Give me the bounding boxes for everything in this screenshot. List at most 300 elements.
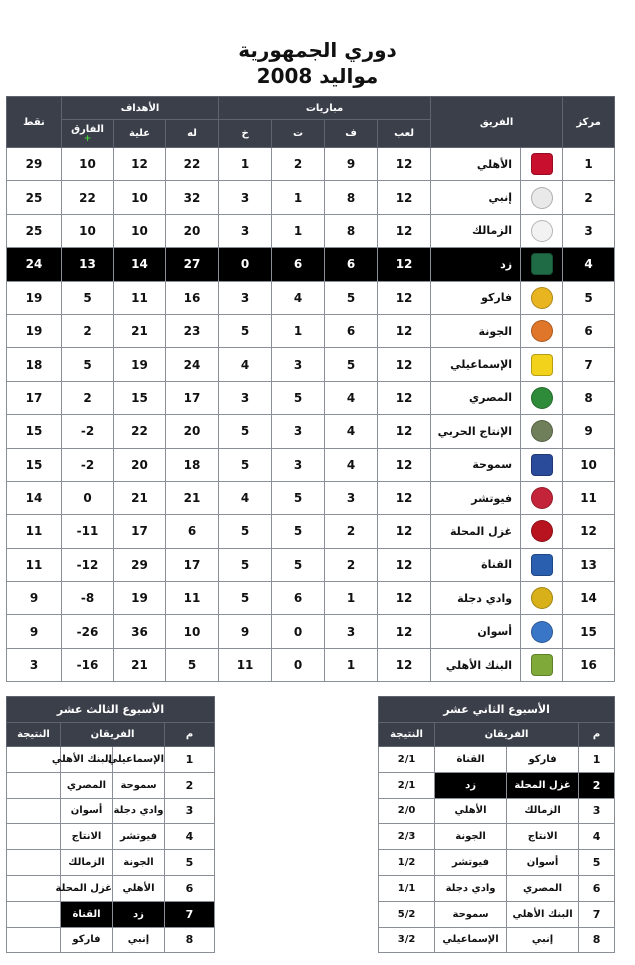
match-result: 2/0 <box>379 798 435 824</box>
points-cell: 15 <box>7 448 62 481</box>
match-number: 4 <box>579 824 615 850</box>
logo-cell <box>521 615 563 648</box>
plus-icon: + <box>83 134 92 144</box>
home-team: زد <box>113 901 165 927</box>
week12-title: الأسبوع الثاني عشر <box>379 697 615 723</box>
match-row <box>379 772 615 798</box>
match-row <box>379 927 615 953</box>
table-row <box>7 648 615 681</box>
team-name: الأهلي <box>431 148 521 181</box>
away-team: فاركو <box>61 927 113 953</box>
played-cell: 12 <box>378 381 431 414</box>
points-cell: 17 <box>7 381 62 414</box>
pharco-logo-icon <box>531 287 553 309</box>
goals-against-cell: 15 <box>114 381 166 414</box>
table-row <box>7 515 615 548</box>
points-cell: 11 <box>7 515 62 548</box>
match-number: 1 <box>165 747 215 773</box>
drawn-cell: 1 <box>272 214 325 247</box>
match-number: 6 <box>579 875 615 901</box>
header-matches: مباريات <box>219 97 431 120</box>
away-team: أسوان <box>61 798 113 824</box>
team-name: المصري <box>431 381 521 414</box>
rank-cell: 5 <box>563 281 615 314</box>
away-team: القناة <box>435 747 507 773</box>
logo-cell <box>521 648 563 681</box>
match-result <box>7 901 61 927</box>
logo-cell <box>521 248 563 281</box>
away-team: القناة <box>61 901 113 927</box>
goals-for-cell: 17 <box>166 381 219 414</box>
match-row <box>7 875 215 901</box>
header-team: الفريق <box>431 97 563 148</box>
home-team: فيوتشر <box>113 824 165 850</box>
won-cell: 6 <box>325 248 378 281</box>
home-team: إنبي <box>113 927 165 953</box>
logo-cell <box>521 348 563 381</box>
goals-for-cell: 5 <box>166 648 219 681</box>
team-name: فيوتشر <box>431 481 521 514</box>
rank-cell: 2 <box>563 181 615 214</box>
ahly-logo-icon <box>531 153 553 175</box>
home-team: إنبي <box>507 927 579 953</box>
home-team: المصري <box>507 875 579 901</box>
logo-cell <box>521 481 563 514</box>
goals-for-cell: 18 <box>166 448 219 481</box>
logo-cell <box>521 214 563 247</box>
points-cell: 25 <box>7 214 62 247</box>
match-row <box>379 747 615 773</box>
team-name: الإنتاج الحربي <box>431 415 521 448</box>
lost-cell: 0 <box>219 248 272 281</box>
away-team: الأهلي <box>435 798 507 824</box>
goals-for-cell: 32 <box>166 181 219 214</box>
away-team: الجونة <box>435 824 507 850</box>
lost-cell: 4 <box>219 348 272 381</box>
played-cell: 12 <box>378 314 431 347</box>
goal-diff-cell: 22 <box>62 181 114 214</box>
goals-for-cell: 20 <box>166 214 219 247</box>
away-team: الإسماعيلي <box>435 927 507 953</box>
drawn-cell: 3 <box>272 348 325 381</box>
goal-diff-cell: 0 <box>62 481 114 514</box>
goals-against-cell: 19 <box>114 348 166 381</box>
masry-logo-icon <box>531 387 553 409</box>
goal-diff-cell: 2 <box>62 381 114 414</box>
won-cell: 1 <box>325 582 378 615</box>
played-cell: 12 <box>378 348 431 381</box>
match-result: 1/2 <box>379 850 435 876</box>
goals-for-cell: 27 <box>166 248 219 281</box>
rank-cell: 15 <box>563 615 615 648</box>
week13-table <box>6 696 215 953</box>
goal-diff-cell: 2 <box>62 314 114 347</box>
match-row <box>379 798 615 824</box>
played-cell: 12 <box>378 481 431 514</box>
goals-for-cell: 23 <box>166 314 219 347</box>
match-number: 7 <box>579 901 615 927</box>
logo-cell <box>521 381 563 414</box>
goal-diff-cell: 10 <box>62 148 114 181</box>
goals-against-cell: 20 <box>114 448 166 481</box>
points-cell: 24 <box>7 248 62 281</box>
lost-cell: 5 <box>219 582 272 615</box>
match-row <box>7 824 215 850</box>
header-goals-against: علية <box>114 120 166 148</box>
drawn-cell: 0 <box>272 615 325 648</box>
match-row <box>379 901 615 927</box>
away-team: وادي دجلة <box>435 875 507 901</box>
goal-diff-cell: 13 <box>62 248 114 281</box>
match-row <box>7 772 215 798</box>
logo-cell <box>521 148 563 181</box>
table-row <box>7 314 615 347</box>
drawn-cell: 6 <box>272 582 325 615</box>
match-number: 8 <box>165 927 215 953</box>
week13-title: الأسبوع الثالث عشر <box>7 697 215 723</box>
header-drawn: ت <box>272 120 325 148</box>
match-row <box>379 850 615 876</box>
goals-for-cell: 11 <box>166 582 219 615</box>
table-row <box>7 281 615 314</box>
drawn-cell: 5 <box>272 515 325 548</box>
table-row <box>7 548 615 581</box>
week12-col-teams: الفريقان <box>435 723 579 747</box>
aswan-logo-icon <box>531 621 553 643</box>
match-number: 5 <box>165 850 215 876</box>
away-team: المصري <box>61 772 113 798</box>
header-goal-diff <box>62 120 114 148</box>
future-logo-icon <box>531 487 553 509</box>
standings-table <box>6 96 615 682</box>
points-cell: 9 <box>7 582 62 615</box>
drawn-cell: 5 <box>272 481 325 514</box>
points-cell: 11 <box>7 548 62 581</box>
match-number: 7 <box>165 901 215 927</box>
home-team: الجونة <box>113 850 165 876</box>
team-name: زد <box>431 248 521 281</box>
won-cell: 5 <box>325 281 378 314</box>
lost-cell: 5 <box>219 548 272 581</box>
won-cell: 4 <box>325 415 378 448</box>
points-cell: 19 <box>7 314 62 347</box>
match-number: 3 <box>579 798 615 824</box>
home-team: الانتاج <box>507 824 579 850</box>
table-row <box>7 214 615 247</box>
drawn-cell: 1 <box>272 181 325 214</box>
away-team: غزل المحلة <box>61 875 113 901</box>
match-result: 2/1 <box>379 772 435 798</box>
rank-cell: 3 <box>563 214 615 247</box>
team-name: البنك الأهلي <box>431 648 521 681</box>
played-cell: 12 <box>378 582 431 615</box>
rank-cell: 11 <box>563 481 615 514</box>
goals-for-cell: 21 <box>166 481 219 514</box>
match-number: 4 <box>165 824 215 850</box>
won-cell: 2 <box>325 515 378 548</box>
goals-against-cell: 21 <box>114 648 166 681</box>
team-name: سموحة <box>431 448 521 481</box>
away-team: فيوتشر <box>435 850 507 876</box>
points-cell: 14 <box>7 481 62 514</box>
home-team: الزمالك <box>507 798 579 824</box>
lost-cell: 5 <box>219 515 272 548</box>
drawn-cell: 3 <box>272 415 325 448</box>
drawn-cell: 0 <box>272 648 325 681</box>
team-name: إنبي <box>431 181 521 214</box>
header-goals: الأهداف <box>62 97 219 120</box>
week13-col-result: النتيجة <box>7 723 61 747</box>
away-team: زد <box>435 772 507 798</box>
table-row <box>7 615 615 648</box>
table-row <box>7 415 615 448</box>
match-result: 2/1 <box>379 747 435 773</box>
goals-for-cell: 24 <box>166 348 219 381</box>
ismaily-logo-icon <box>531 354 553 376</box>
header-played: لعب <box>378 120 431 148</box>
won-cell: 3 <box>325 481 378 514</box>
goals-for-cell: 10 <box>166 615 219 648</box>
logo-cell <box>521 515 563 548</box>
away-team: سموحة <box>435 901 507 927</box>
header-won: ف <box>325 120 378 148</box>
lost-cell: 3 <box>219 181 272 214</box>
goals-against-cell: 36 <box>114 615 166 648</box>
match-result <box>7 927 61 953</box>
match-result <box>7 772 61 798</box>
match-number: 6 <box>165 875 215 901</box>
table-row <box>7 582 615 615</box>
won-cell: 8 <box>325 214 378 247</box>
goals-against-cell: 11 <box>114 281 166 314</box>
page-subtitle: مواليد 2008 <box>256 64 379 88</box>
points-cell: 18 <box>7 348 62 381</box>
team-name: الجونة <box>431 314 521 347</box>
home-team: وادي دجلة <box>113 798 165 824</box>
match-row <box>7 747 215 773</box>
rank-cell: 10 <box>563 448 615 481</box>
played-cell: 12 <box>378 548 431 581</box>
played-cell: 12 <box>378 248 431 281</box>
lost-cell: 5 <box>219 314 272 347</box>
team-name: فاركو <box>431 281 521 314</box>
goals-against-cell: 29 <box>114 548 166 581</box>
rank-cell: 9 <box>563 415 615 448</box>
goal-diff-cell: 10 <box>62 214 114 247</box>
logo-cell <box>521 582 563 615</box>
lost-cell: 9 <box>219 615 272 648</box>
goals-for-cell: 22 <box>166 148 219 181</box>
header-points: نقط <box>7 97 62 148</box>
logo-cell <box>521 314 563 347</box>
match-row <box>7 901 215 927</box>
goal-diff-cell: 2- <box>62 448 114 481</box>
match-result <box>7 824 61 850</box>
logo-cell <box>521 415 563 448</box>
team-name: وادي دجلة <box>431 582 521 615</box>
won-cell: 4 <box>325 381 378 414</box>
week12-col-num: م <box>579 723 615 747</box>
header-lost: خ <box>219 120 272 148</box>
goals-against-cell: 22 <box>114 415 166 448</box>
goals-for-cell: 17 <box>166 548 219 581</box>
wadi-degla-logo-icon <box>531 587 553 609</box>
match-row <box>7 850 215 876</box>
home-team: غزل المحلة <box>507 772 579 798</box>
goal-diff-cell: 16- <box>62 648 114 681</box>
team-name: غزل المحلة <box>431 515 521 548</box>
lost-cell: 1 <box>219 148 272 181</box>
match-result <box>7 850 61 876</box>
goals-for-cell: 16 <box>166 281 219 314</box>
won-cell: 2 <box>325 548 378 581</box>
home-team: الإسماعيلي <box>113 747 165 773</box>
zamalek-logo-icon <box>531 220 553 242</box>
match-row <box>379 875 615 901</box>
lost-cell: 3 <box>219 381 272 414</box>
match-row <box>7 798 215 824</box>
week13-col-num: م <box>165 723 215 747</box>
logo-cell <box>521 448 563 481</box>
goal-diff-cell: 2- <box>62 415 114 448</box>
logo-cell <box>521 181 563 214</box>
match-result: 5/2 <box>379 901 435 927</box>
match-result: 3/2 <box>379 927 435 953</box>
match-number: 3 <box>165 798 215 824</box>
match-number: 1 <box>579 747 615 773</box>
week12-col-result: النتيجة <box>379 723 435 747</box>
rank-cell: 1 <box>563 148 615 181</box>
drawn-cell: 4 <box>272 281 325 314</box>
played-cell: 12 <box>378 615 431 648</box>
table-row <box>7 181 615 214</box>
goal-diff-cell: 12- <box>62 548 114 581</box>
drawn-cell: 6 <box>272 248 325 281</box>
goal-diff-cell: 11- <box>62 515 114 548</box>
played-cell: 12 <box>378 181 431 214</box>
rank-cell: 16 <box>563 648 615 681</box>
drawn-cell: 5 <box>272 381 325 414</box>
goals-for-cell: 20 <box>166 415 219 448</box>
gouna-logo-icon <box>531 320 553 342</box>
goal-diff-cell: 5 <box>62 281 114 314</box>
team-name: الزمالك <box>431 214 521 247</box>
points-cell: 25 <box>7 181 62 214</box>
goals-against-cell: 19 <box>114 582 166 615</box>
match-row <box>7 927 215 953</box>
rank-cell: 7 <box>563 348 615 381</box>
week13-col-teams: الفريقان <box>61 723 165 747</box>
match-number: 8 <box>579 927 615 953</box>
away-team: الانتاج <box>61 824 113 850</box>
page-title: دوري الجمهورية <box>238 38 397 62</box>
drawn-cell: 1 <box>272 314 325 347</box>
match-result: 2/3 <box>379 824 435 850</box>
away-team: البنك الأهلي <box>61 747 113 773</box>
won-cell: 6 <box>325 314 378 347</box>
goals-against-cell: 21 <box>114 314 166 347</box>
rank-cell: 14 <box>563 582 615 615</box>
played-cell: 12 <box>378 281 431 314</box>
won-cell: 4 <box>325 448 378 481</box>
drawn-cell: 3 <box>272 448 325 481</box>
goal-diff-cell: 8- <box>62 582 114 615</box>
team-name: أسوان <box>431 615 521 648</box>
lost-cell: 5 <box>219 448 272 481</box>
lost-cell: 3 <box>219 214 272 247</box>
match-result <box>7 875 61 901</box>
match-result <box>7 798 61 824</box>
match-number: 5 <box>579 850 615 876</box>
home-team: فاركو <box>507 747 579 773</box>
goals-against-cell: 10 <box>114 181 166 214</box>
goals-against-cell: 17 <box>114 515 166 548</box>
table-row <box>7 148 615 181</box>
logo-cell <box>521 281 563 314</box>
team-name: الإسماعيلي <box>431 348 521 381</box>
goals-for-cell: 6 <box>166 515 219 548</box>
enppi-logo-icon <box>531 187 553 209</box>
won-cell: 5 <box>325 348 378 381</box>
match-number: 2 <box>579 772 615 798</box>
entag-harby-logo-icon <box>531 420 553 442</box>
table-row <box>7 348 615 381</box>
home-team: الأهلي <box>113 875 165 901</box>
table-row <box>7 248 615 281</box>
played-cell: 12 <box>378 415 431 448</box>
home-team: أسوان <box>507 850 579 876</box>
goal-diff-cell: 5 <box>62 348 114 381</box>
rank-cell: 8 <box>563 381 615 414</box>
won-cell: 8 <box>325 181 378 214</box>
home-team: البنك الأهلي <box>507 901 579 927</box>
rank-cell: 13 <box>563 548 615 581</box>
match-result: 1/1 <box>379 875 435 901</box>
national-bank-logo-icon <box>531 654 553 676</box>
rank-cell: 12 <box>563 515 615 548</box>
played-cell: 12 <box>378 515 431 548</box>
goals-against-cell: 12 <box>114 148 166 181</box>
points-cell: 9 <box>7 615 62 648</box>
lost-cell: 3 <box>219 281 272 314</box>
played-cell: 12 <box>378 648 431 681</box>
qanah-logo-icon <box>531 554 553 576</box>
ghazl-mahalla-logo-icon <box>531 520 553 542</box>
lost-cell: 11 <box>219 648 272 681</box>
drawn-cell: 2 <box>272 148 325 181</box>
table-row <box>7 481 615 514</box>
team-name: القناة <box>431 548 521 581</box>
smouha-logo-icon <box>531 454 553 476</box>
played-cell: 12 <box>378 448 431 481</box>
played-cell: 12 <box>378 214 431 247</box>
points-cell: 29 <box>7 148 62 181</box>
won-cell: 3 <box>325 615 378 648</box>
goals-against-cell: 10 <box>114 214 166 247</box>
table-row <box>7 381 615 414</box>
table-row <box>7 448 615 481</box>
match-row <box>379 824 615 850</box>
won-cell: 9 <box>325 148 378 181</box>
away-team: الزمالك <box>61 850 113 876</box>
header-goal-diff-label: الفارق <box>71 124 104 135</box>
goals-against-cell: 14 <box>114 248 166 281</box>
points-cell: 3 <box>7 648 62 681</box>
points-cell: 19 <box>7 281 62 314</box>
home-team: سموحة <box>113 772 165 798</box>
goals-against-cell: 21 <box>114 481 166 514</box>
rank-cell: 4 <box>563 248 615 281</box>
